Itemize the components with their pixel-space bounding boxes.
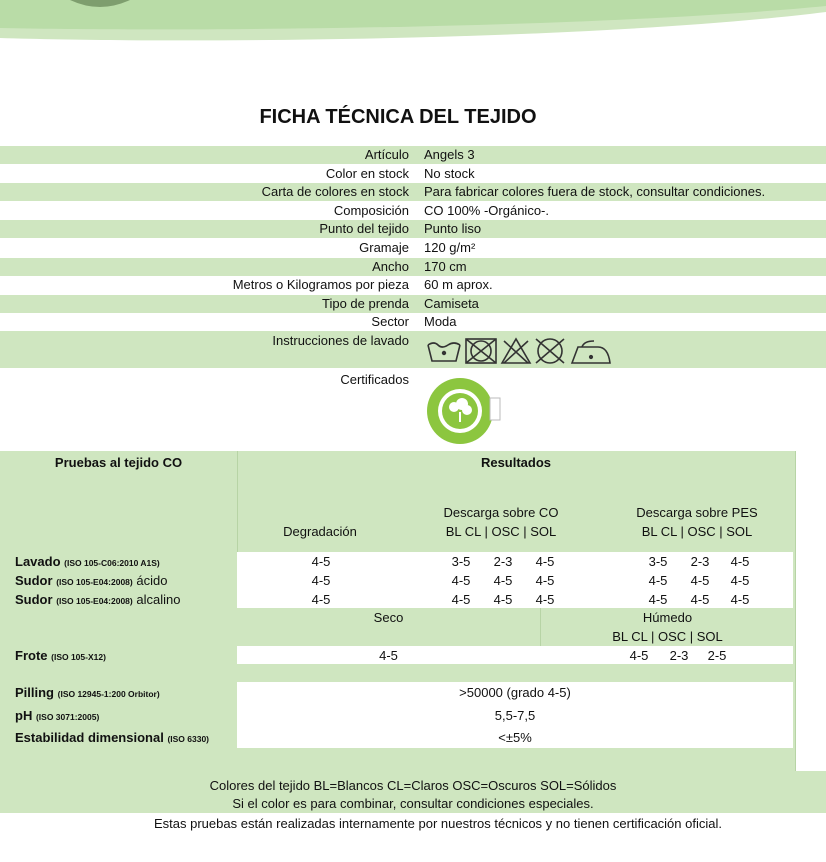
pilling-label: Pilling (ISO 12945-1:200 Orbitor) <box>15 685 160 700</box>
footer-note: Si el color es para combinar, consultar condiciones especiales. <box>232 796 594 811</box>
discharge-co-value: 4-5 <box>493 592 513 607</box>
discharge-pes-value: 3-5 <box>648 554 668 569</box>
spec-row <box>0 220 826 238</box>
iron-low-icon <box>572 341 610 363</box>
header-swoosh <box>0 0 826 50</box>
degradation-value: 4-5 <box>311 573 331 588</box>
spec-row <box>0 202 826 220</box>
organic-cotton-certificate-icon <box>424 376 504 446</box>
tests-header-right: Resultados <box>480 455 552 470</box>
discharge-co-value: 4-5 <box>493 573 513 588</box>
spec-label: Sector <box>371 314 409 330</box>
test-row-label: Sudor (ISO 105-E04:2008) alcalino <box>15 592 181 607</box>
spec-value: 170 cm <box>424 258 467 274</box>
frote-wet-value: 2-3 <box>669 648 689 663</box>
discharge-pes-value: 4-5 <box>690 573 710 588</box>
test-row-label: Lavado (ISO 105-C06:2010 A1S) <box>15 554 160 569</box>
spec-label: Composición <box>333 202 409 218</box>
discharge-pes-value: 4-5 <box>648 573 668 588</box>
spec-value: 60 m aprox. <box>424 277 493 293</box>
spec-value: Camiseta <box>424 295 479 311</box>
ph-label: pH (ISO 3071:2005) <box>15 708 100 723</box>
discharge-co-value: 2-3 <box>493 554 513 569</box>
spec-label: Ancho <box>372 258 409 274</box>
spec-value: Para fabricar colores fuera de stock, consultar condiciones. <box>424 184 766 200</box>
care-label: Instrucciones de lavado <box>272 333 409 348</box>
spec-label: Artículo <box>364 147 409 162</box>
certificates-label: Certificados <box>340 372 409 387</box>
spec-value: Angels 3 <box>424 147 475 162</box>
spec-label: Tipo de prenda <box>322 295 409 311</box>
spec-row <box>0 183 826 201</box>
discharge-co-value: 4-5 <box>535 592 555 607</box>
spec-label: Carta de colores en stock <box>261 184 409 200</box>
test-row-label: Sudor (ISO 105-E04:2008) ácido <box>15 573 168 588</box>
discharge-co-value: 4-5 <box>535 554 555 569</box>
spec-label: Metros o Kilogramos por pieza <box>232 277 409 293</box>
discharge-pes-value: 4-5 <box>690 592 710 607</box>
spec-row <box>0 146 826 164</box>
discharge-co-header: Descarga sobre CO <box>443 505 559 520</box>
discharge-pes-value: 4-5 <box>648 592 668 607</box>
spec-value: 120 g/m² <box>424 240 476 255</box>
spec-row <box>0 313 826 331</box>
discharge-co-value: 3-5 <box>451 554 471 569</box>
discharge-pes-value: 4-5 <box>730 573 750 588</box>
spec-row <box>0 258 826 276</box>
degradation-value: 4-5 <box>311 554 331 569</box>
frote-dry-value: 4-5 <box>379 648 398 663</box>
frote-wet-value: 4-5 <box>629 648 649 663</box>
wet-header: Húmedo <box>642 610 693 625</box>
footer-note: Colores del tejido BL=Blancos CL=Claros OSC=Oscuros SOL=Sólidos <box>209 778 617 793</box>
degradation-header: Degradación <box>283 524 357 539</box>
discharge-pes-value: 4-5 <box>730 554 750 569</box>
discharge-pes-header: Descarga sobre PES <box>636 505 758 520</box>
spec-label: Color en stock <box>325 165 409 181</box>
no-tumble-dry-icon <box>466 339 496 363</box>
spec-row <box>0 295 826 313</box>
spec-value: No stock <box>424 165 475 181</box>
spec-row <box>0 239 826 257</box>
frote-label: Frote (ISO 105-X12) <box>15 648 106 663</box>
stability-label: Estabilidad dimensional (ISO 6330) <box>15 730 210 745</box>
wash-30-icon <box>428 343 460 361</box>
footer-note: Estas pruebas están realizadas internamente por nuestros técnicos y no tienen certificación oficial. <box>154 816 722 831</box>
wet-scale: BL CL | OSC | SOL <box>612 629 723 644</box>
discharge-pes-value: 2-3 <box>690 554 710 569</box>
discharge-co-scale: BL CL | OSC | SOL <box>445 524 557 539</box>
frote-wet-value: 2-5 <box>707 648 727 663</box>
discharge-pes-scale: BL CL | OSC | SOL <box>641 524 753 539</box>
spec-label: Punto del tejido <box>319 221 409 237</box>
discharge-co-value: 4-5 <box>535 573 555 588</box>
discharge-pes-value: 4-5 <box>730 592 750 607</box>
dry-header: Seco <box>373 610 404 625</box>
discharge-co-value: 4-5 <box>451 573 471 588</box>
no-dry-clean-icon <box>536 339 564 363</box>
spec-label: Gramaje <box>359 240 409 255</box>
spec-value: Punto liso <box>424 221 482 237</box>
spec-value: Moda <box>424 314 457 330</box>
page-title: FICHA TÉCNICA DEL TEJIDO <box>259 106 537 128</box>
degradation-value: 4-5 <box>311 592 331 607</box>
spec-row <box>0 276 826 294</box>
discharge-co-value: 4-5 <box>451 592 471 607</box>
tests-header-left: Pruebas al tejido CO <box>54 455 183 470</box>
stability-value: <±5% <box>498 730 532 745</box>
pilling-value: >50000 (grado 4-5) <box>459 685 571 700</box>
care-row <box>0 331 826 368</box>
no-bleach-icon <box>502 339 530 363</box>
spec-value: CO 100% -Orgánico-. <box>424 202 549 218</box>
spec-row <box>0 165 826 183</box>
ph-value: 5,5-7,5 <box>494 708 536 723</box>
